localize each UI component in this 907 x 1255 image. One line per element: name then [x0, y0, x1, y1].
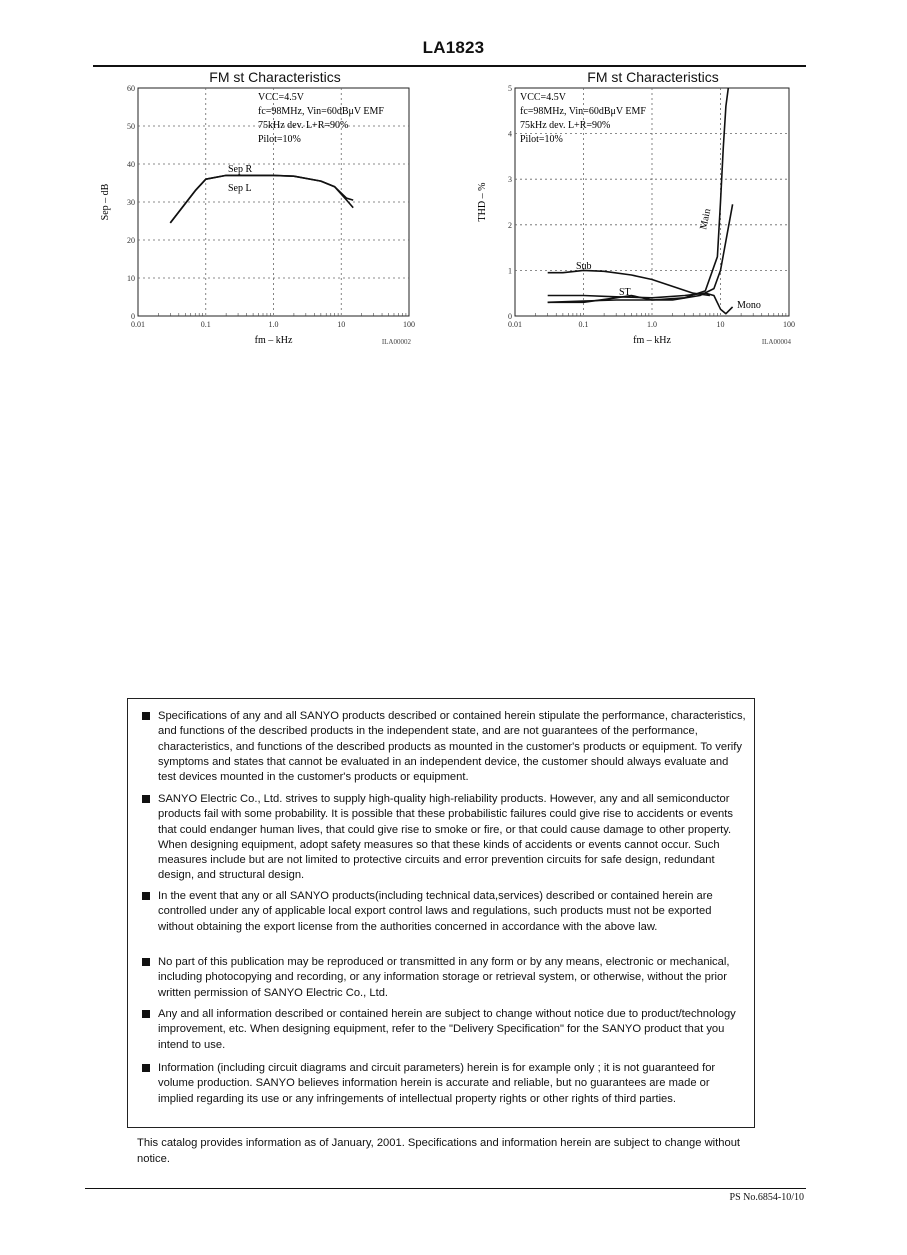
condition-line: Pilot=10% — [258, 134, 301, 145]
y-tick-label: 4 — [508, 129, 512, 139]
notice-text: SANYO Electric Co., Ltd. strives to supply high-quality high-reliability products. However, any and all semiconductor products fail with some probability. It is possible that these probabilistic failures could give rise to accidents or events that could endanger human lives, that could give rise to smoke or fire, or that could cause damage to other property. When designing equipment, adopt safety measures so that these kinds of accidents or events cannot occur. Such measures include but are not limited to protective circuits and error prevention circuits for safe design, redundant design, and structural design. — [158, 793, 733, 882]
chart-2-thd-vs-freq — [0, 0, 907, 380]
curve-label: Sub — [576, 261, 592, 272]
x-tick-label: 0.01 — [508, 320, 522, 329]
y-tick-label: 40 — [127, 160, 135, 169]
notice-item — [142, 792, 746, 884]
y-tick-label: 30 — [127, 198, 135, 207]
figure-code: ILA00004 — [761, 338, 791, 346]
notice-item — [142, 709, 746, 785]
y-tick-label: 20 — [127, 236, 135, 245]
condition-line: fc=98MHz, Vin=60dBμV EMF — [258, 106, 384, 117]
x-axis-label: fm – kHz — [633, 335, 671, 346]
footer-rule — [85, 1188, 806, 1189]
notice-item — [142, 889, 746, 935]
condition-line: Pilot=10% — [520, 134, 563, 145]
condition-line: fc=98MHz, Vin=60dBμV EMF — [520, 106, 646, 117]
y-axis-label: THD – % — [477, 182, 488, 222]
x-tick-label: 10 — [337, 320, 346, 329]
y-tick-label: 0 — [131, 312, 135, 321]
bullet-square-icon — [142, 958, 150, 966]
chart-2-title: FM st Characteristics — [587, 69, 719, 85]
condition-line: VCC=4.5V — [520, 92, 566, 103]
bullet-square-icon — [142, 795, 150, 803]
curve-label: Main — [698, 207, 714, 231]
y-tick-label: 50 — [127, 122, 135, 131]
document-title: LA1823 — [422, 38, 485, 57]
bullet-square-icon — [142, 1064, 150, 1072]
curve-label: Sep R — [228, 164, 253, 175]
y-tick-label: 10 — [127, 274, 135, 283]
x-tick-label: 1.0 — [268, 320, 279, 329]
notice-text: No part of this publication may be reproduced or transmitted in any form or by any means, electronic or mechanical, including photocopying and recording, or any information storage or retrieval system, or otherwise, without the prior written permission of SANYO Electric Co., Ltd. — [158, 956, 730, 999]
chart-1-title: FM st Characteristics — [209, 69, 341, 85]
condition-line: 75kHz dev. L+R=90% — [520, 120, 611, 131]
bullet-square-icon — [142, 712, 150, 720]
y-tick-label: 1 — [508, 266, 512, 276]
x-tick-label: 100 — [403, 320, 415, 329]
condition-line: VCC=4.5V — [258, 92, 304, 103]
y-tick-label: 5 — [508, 84, 512, 93]
condition-line: 75kHz dev. L+R=90% — [258, 120, 349, 131]
y-tick-label: 0 — [508, 312, 512, 321]
figure-code: ILA00002 — [381, 338, 411, 346]
y-tick-label: 3 — [508, 175, 512, 185]
x-tick-label: 0.1 — [200, 320, 211, 329]
notice-item — [142, 1007, 746, 1053]
y-tick-label: 2 — [508, 220, 512, 230]
curve-label: Mono — [737, 300, 761, 311]
y-tick-label: 60 — [127, 84, 135, 93]
x-tick-label: 0.1 — [578, 320, 589, 329]
bullet-square-icon — [142, 892, 150, 900]
notice-box — [127, 698, 755, 1128]
notice-text: Any and all information described or contained herein are subject to change without notice due to product/technology improvement, etc. When designing equipment, refer to the "Delivery Specification" for the SANYO product that you intend to use. — [158, 1008, 736, 1051]
catalog-date-note: This catalog provides information as of January, 2001. Specifications and information herein are subject to change without notice. — [137, 1137, 741, 1165]
bullet-square-icon — [142, 1010, 150, 1018]
notice-text: Specifications of any and all SANYO products described or contained herein stipulate the performance, characteristics, and functions of the described products in the independent state, and are not guarantees of the performance, characteristics, and functions of the described products as mounted in the customer's products or equipment. To verify symptoms and states that cannot be evaluated in an independent device, the customer should always evaluate and test devices mounted in the customer's products or equipment. — [158, 710, 746, 784]
x-axis-label: fm – kHz — [254, 335, 293, 346]
curve-label: Sep L — [228, 183, 252, 194]
y-axis-label: Sep – dB — [100, 183, 111, 221]
notice-item — [142, 955, 746, 1001]
document-number: PS No.6854-10/10 — [729, 1192, 804, 1203]
notice-item — [142, 1061, 746, 1107]
series-line-mono — [548, 293, 733, 314]
x-tick-label: 100 — [783, 320, 795, 329]
x-tick-label: 10 — [716, 320, 725, 329]
notice-text: In the event that any or all SANYO products(including technical data,services) described or contained herein are controlled under any of applicable local export control laws and regulations, such products must not be exported without obtaining the export license from the authorities concerned in accordance with the above law. — [158, 890, 713, 933]
x-tick-label: 1.0 — [647, 320, 657, 329]
curve-label: ST — [619, 287, 631, 298]
notice-text: Information (including circuit diagrams and circuit parameters) herein is for example only ; it is not guaranteed for volume production. SANYO believes information herein is accurate and reliable, but no guarantees are made or implied regarding its use or any infringements of intellectual property rights or other rights of third parties. — [158, 1062, 716, 1105]
x-tick-label: 0.01 — [131, 320, 145, 329]
